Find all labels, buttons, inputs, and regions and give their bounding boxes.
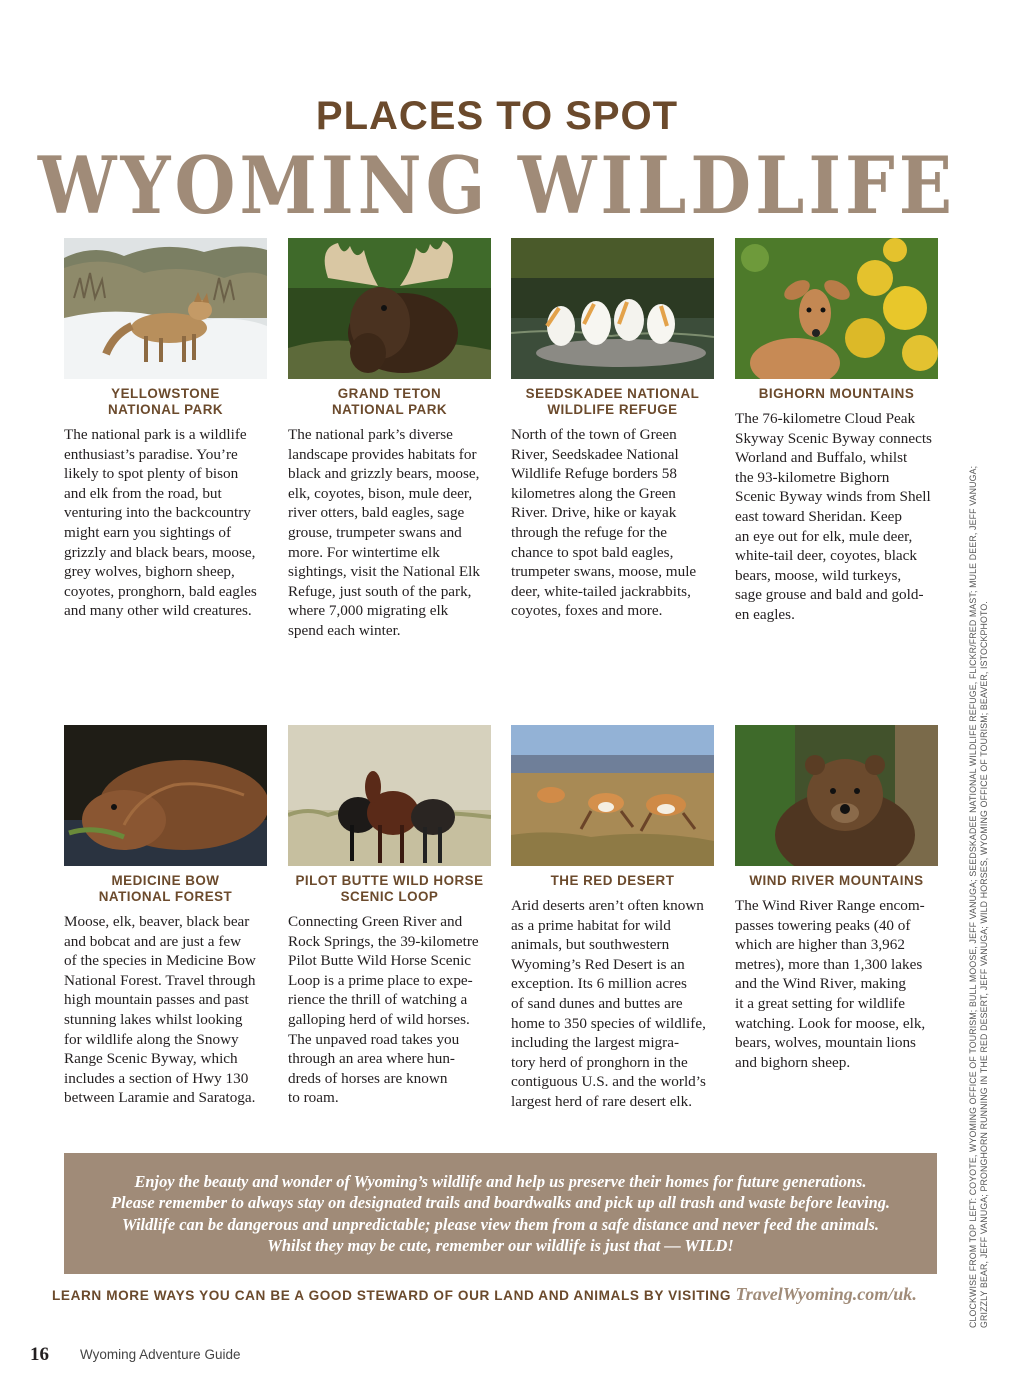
card-body: The Wind River Range encom- passes towering peaks (40 of which are higher than 3,962 metres), more than 1,300 lakes and the Wind River, making it a great setting for wildlife watching. Look for moose, elk, bears, wolves, mountain lions and bighorn sheep. [735,897,926,1071]
card-title: SEEDSKADEE NATIONAL WILDLIFE REFUGE [525,386,700,417]
card-red-desert [511,725,714,1112]
page-number: 16 [30,1344,49,1365]
card-body: The national park is a wildlife enthusiast’s paradise. You’re likely to spot plenty of bison and elk from the road, but venturing into the backcountry might earn you sightings of grizzly and black bears, moose, grey wolves, bighorn sheep, coyotes, pronghorn, bald eagles and many other wild creatures. [64,426,257,620]
card-title: THE RED DESERT [550,873,675,888]
pronghorn-photo [511,725,714,866]
pelicans-photo [511,238,714,379]
card-body: The 76-kilometre Cloud Peak Skyway Scenic Byway connects Worland and Buffalo, whilst the 93-kilometre Bighorn Scenic Byway winds from Shell east toward Sheridan. Keep an eye out for elk, mule deer, white-tail deer, coyotes, black bears, moose, wild turkeys, sage grouse and bald and gold- en eagles. [735,410,932,623]
card-yellowstone [64,238,267,621]
card-body: The national park’s diverse landscape provides habitats for black and grizzly bears, moose, elk, coyotes, bison, mule deer, river otters, bald eagles, sage grouse, trumpeter swans and more. For wintertime elk sightings, visit the National Elk Refuge, just south of the park, where 7,000 migrating elk spend each winter. [288,426,480,639]
card-title: YELLOWSTONE NATIONAL PARK [107,386,224,417]
photo-credit: CLOCKWISE FROM TOP LEFT: COYOTE, WYOMING OFFICE OF TOURISM; BULL MOOSE, JEFF VANUGA; SEEDSKADEE NATIONAL WILDLIFE REFUGE, FLICKR/FRED MAST; MULE DEER, JEFF VANUGA; GRIZZLY BEAR, JEFF VANUGA; PRONGHORN RUNNING IN THE RED DESERT, JEFF VANUGA; WILD HORSES, WYOMING OFFICE OF TOURISM; BEAVER, ISTOCKPHOTO. [968,465,989,1328]
card-pilot-butte [288,725,491,1108]
learn-more-line [52,1284,952,1305]
wild-horses-photo [288,725,491,866]
publication-name: Wyoming Adventure Guide [80,1347,241,1362]
card-body: Moose, elk, beaver, black bear and bobcat and are just a few of the species in Medicine Bow National Forest. Travel through high mountain passes and past stunning lakes whilst looking for wildlife along the Snowy Range Scenic Byway, which includes a section of Hwy 130 between Laramie and Saratoga. [64,913,256,1107]
coyote-photo [64,238,267,379]
card-title: MEDICINE BOW NATIONAL FOREST [98,873,233,904]
card-body: Arid deserts aren’t often known as a prime habitat for wild animals, but southwestern Wyoming’s Red Desert is an exception. Its 6 million acres of sand dunes and buttes are home to 350 species of wildlife, including the largest migra- tory herd of pronghorn in the contiguous U.S. and the world’s largest herd of rare desert elk. [511,897,706,1110]
stewardship-banner [64,1153,937,1274]
grizzly-bear-photo [735,725,938,866]
card-title: GRAND TETON NATIONAL PARK [331,386,448,417]
card-body: North of the town of Green River, Seedskadee National Wildlife Refuge borders 58 kilometres along the Green River. Drive, hike or kayak through the refuge for the chance to spot bald eagles, trumpeter swans, moose, mule deer, white-tailed jackrabbits, coyotes, foxes and more. [511,426,697,620]
card-title: PILOT BUTTE WILD HORSE SCENIC LOOP [295,873,484,904]
page-title-line2: WYOMING WILDLIFE [37,139,957,233]
card-title: WIND RIVER MOUNTAINS [749,873,924,888]
card-wind-river [735,725,938,1072]
banner-text: Enjoy the beauty and wonder of Wyoming’s wildlife and help us preserve their homes for future generations. Please remember to always stay on designated trails and boardwalks and pick up all trash and waste before leaving. Wildlife can be dangerous and unpredictable; please view them from a safe distance and never feed the animals. Whilst they may be cute, remember our wildlife is just that — WILD! [110,1171,891,1255]
card-body: Connecting Green River and Rock Springs, the 39-kilometre Pilot Butte Wild Horse Scenic Loop is a prime place to expe- rience the thrill of watching a galloping herd of wild horses. The unpaved road takes you through an area where hun- dreds of horses are known to roam. [288,913,479,1107]
card-title: BIGHORN MOUNTAINS [758,386,915,401]
travel-wyoming-link[interactable]: TravelWyoming.com/uk [735,1284,913,1304]
card-medicine-bow [64,725,267,1108]
page-title-line1: PLACES TO SPOT [315,94,679,138]
beaver-photo [64,725,267,866]
mule-deer-photo [735,238,938,379]
card-bighorn-mountains [735,238,938,625]
learn-more-text: LEARN MORE WAYS YOU CAN BE A GOOD STEWARD OF OUR LAND AND ANIMALS BY VISITING [52,1288,736,1303]
moose-photo [288,238,491,379]
link-period: . [912,1284,917,1304]
card-seedskadee [511,238,714,621]
card-grand-teton [288,238,491,641]
